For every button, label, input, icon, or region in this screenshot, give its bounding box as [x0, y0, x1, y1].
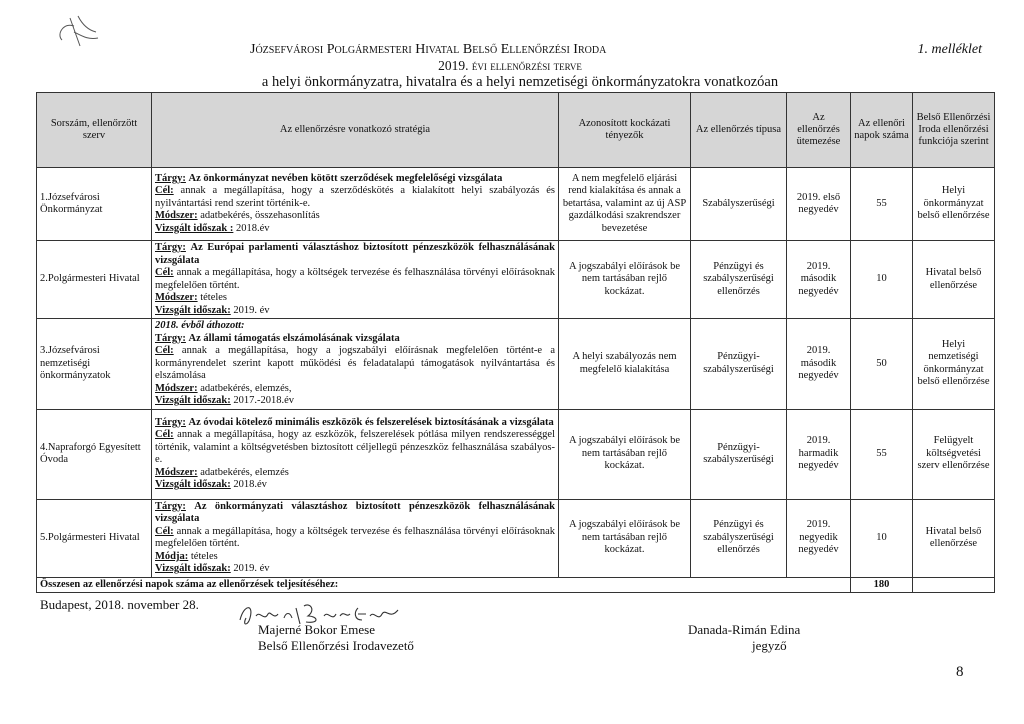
cell-risk: A jogszabályi előírások be nem tartásában rejlő kockázat. — [559, 241, 691, 319]
cell-strategy: Tárgy: Az önkormányzat nevében kötött szerződések megfelelőségi vizsgálata Cél: annak a megállapítása, hogy a szerződéskötés a kialakított helyi szabályozás és nyilvántartási rend szerint történik-e. Módszer: adatbekérés, összehasonlítás Vizsgált időszak : 2018.év — [152, 168, 559, 241]
document-scope: a helyi önkormányzatra, hivatalra és a helyi nemzetiségi önkormányzatokra vonatkozóan — [261, 74, 779, 90]
total-days: 180 — [851, 577, 913, 593]
table-row — [37, 241, 995, 319]
cell-days: 10 — [851, 241, 913, 319]
cell-schedule: 2019. második negyedév — [787, 241, 851, 319]
document-subtitle: 2019. évi ellenőrzési terve — [438, 58, 582, 73]
col-header-risk: Azonosított kockázati tényezők — [559, 93, 691, 168]
cell-type: Pénzügyi-szabályszerűségi — [691, 409, 787, 499]
col-header-unit: Sorszám, ellenőrzött szerv — [37, 93, 152, 168]
cell-unit: 2.Polgármesteri Hivatal — [37, 241, 152, 319]
signer2-name: Danada-Rimán Edina — [688, 622, 801, 637]
col-header-days: Az ellenőri napok száma — [851, 93, 913, 168]
cell-days: 55 — [851, 168, 913, 241]
handwritten-mark — [52, 10, 102, 50]
signer2-title: jegyző — [752, 638, 787, 653]
cell-risk: A nem megfelelő eljárási rend kialakítása és annak a betartása, valamint az új ASP gazdálkodási szakrendszer bevezetése — [559, 168, 691, 241]
cell-strategy: 2018. évből áthozott: Tárgy: Az állami támogatás elszámolásának vizsgálata Cél: annak a megállapítása, hogy a jogszabályi előírásnak megfelelően történt-e a kormányrendelet szerint kapott működési és feladatalapú támogatások nyilvántartása és elszámolása Módszer: adatbekérés, elemzés, Vizsgált időszak: 2017.-2018.év — [152, 319, 559, 410]
annex-label: 1. melléklet — [917, 42, 982, 57]
cell-unit: 4.Napraforgó Egyesített Óvoda — [37, 409, 152, 499]
table-row — [37, 499, 995, 577]
cell-risk: A jogszabályi előírások be nem tartásában rejlő kockázat. — [559, 409, 691, 499]
cell-type: Szabályszerűségi — [691, 168, 787, 241]
cell-strategy: Tárgy: Az Európai parlamenti választáshoz biztosított pénzeszközök felhasználásának vizsgálata Cél: annak a megállapítása, hogy a költségek tervezése és felhasználása törvényi előírásoknak megfelelően történt. Módszer: tételes Vizsgált időszak: 2019. év — [152, 241, 559, 319]
cell-unit: 5.Polgármesteri Hivatal — [37, 499, 152, 577]
total-row — [37, 577, 995, 593]
cell-schedule: 2019. első negyedév — [787, 168, 851, 241]
table-row — [37, 319, 995, 410]
cell-risk: A jogszabályi előírások be nem tartásában rejlő kockázat. — [559, 499, 691, 577]
table-row — [37, 409, 995, 499]
document-date: Budapest, 2018. november 28. — [40, 597, 199, 612]
cell-function: Felügyelt költségvetési szerv ellenőrzése — [913, 409, 995, 499]
cell-function: Hivatal belső ellenőrzése — [913, 499, 995, 577]
table-header-row — [37, 93, 995, 168]
cell-function: Hivatal belső ellenőrzése — [913, 241, 995, 319]
cell-unit: 1.Józsefvárosi Önkormányzat — [37, 168, 152, 241]
cell-days: 55 — [851, 409, 913, 499]
cell-function: Helyi önkormányzat belső ellenőrzése — [913, 168, 995, 241]
cell-type: Pénzügyi-szabályszerűségi — [691, 319, 787, 410]
cell-days: 10 — [851, 499, 913, 577]
cell-type: Pénzügyi és szabályszerűségi ellenőrzés — [691, 241, 787, 319]
signer1-title: Belső Ellenőrzési Irodavezető — [258, 638, 414, 653]
col-header-strategy: Az ellenőrzésre vonatkozó stratégia — [152, 93, 559, 168]
cell-function: Helyi nemzetiségi önkormányzat belső ellenőrzése — [913, 319, 995, 410]
total-label: Összesen az ellenőrzési napok száma az ellenőrzések teljesítéséhez: — [37, 577, 851, 593]
signer1-name: Majerné Bokor Emese — [258, 622, 375, 637]
cell-schedule: 2019. második negyedév — [787, 319, 851, 410]
cell-unit: 3.Józsefvárosi nemzetiségi önkormányzatok — [37, 319, 152, 410]
col-header-schedule: Az ellenőrzés ütemezése — [787, 93, 851, 168]
cell-risk: A helyi szabályozás nem megfelelő kialakítása — [559, 319, 691, 410]
cell-schedule: 2019. negyedik negyedév — [787, 499, 851, 577]
cell-type: Pénzügyi és szabályszerűségi ellenőrzés — [691, 499, 787, 577]
col-header-function: Belső Ellenőrzési Iroda ellenőrzési funkciója szerint — [913, 93, 995, 168]
total-empty-cell — [913, 577, 995, 593]
cell-schedule: 2019. harmadik negyedév — [787, 409, 851, 499]
document-title: Józsefvárosi Polgármesteri Hivatal Belső Ellenőrzési Iroda — [250, 42, 607, 57]
col-header-type: Az ellenőrzés típusa — [691, 93, 787, 168]
cell-strategy: Tárgy: Az óvodai kötelező minimális eszközök és felszerelések biztosításának a vizsgálata Cél: annak a megállapítása, hogy az eszközök, felszerelések pótlása milyen rendszerességgel történik, valamint a költségvetésben biztosított céljellegű pénzeszköz felhasználása szabályos-e. Módszer: adatbekérés, elemzés Vizsgált időszak: 2018.év — [152, 409, 559, 499]
audit-plan-table — [36, 92, 995, 593]
cell-strategy: Tárgy: Az önkormányzati választáshoz biztosított pénzeszközök felhasználásának vizsgálata Cél: annak a megállapítása, hogy a költségek tervezése és felhasználása törvényi előírásoknak megfelelően történt. Módja: tételes Vizsgált időszak: 2019. év — [152, 499, 559, 577]
table-row — [37, 168, 995, 241]
cell-days: 50 — [851, 319, 913, 410]
page-number: 8 — [956, 664, 964, 680]
